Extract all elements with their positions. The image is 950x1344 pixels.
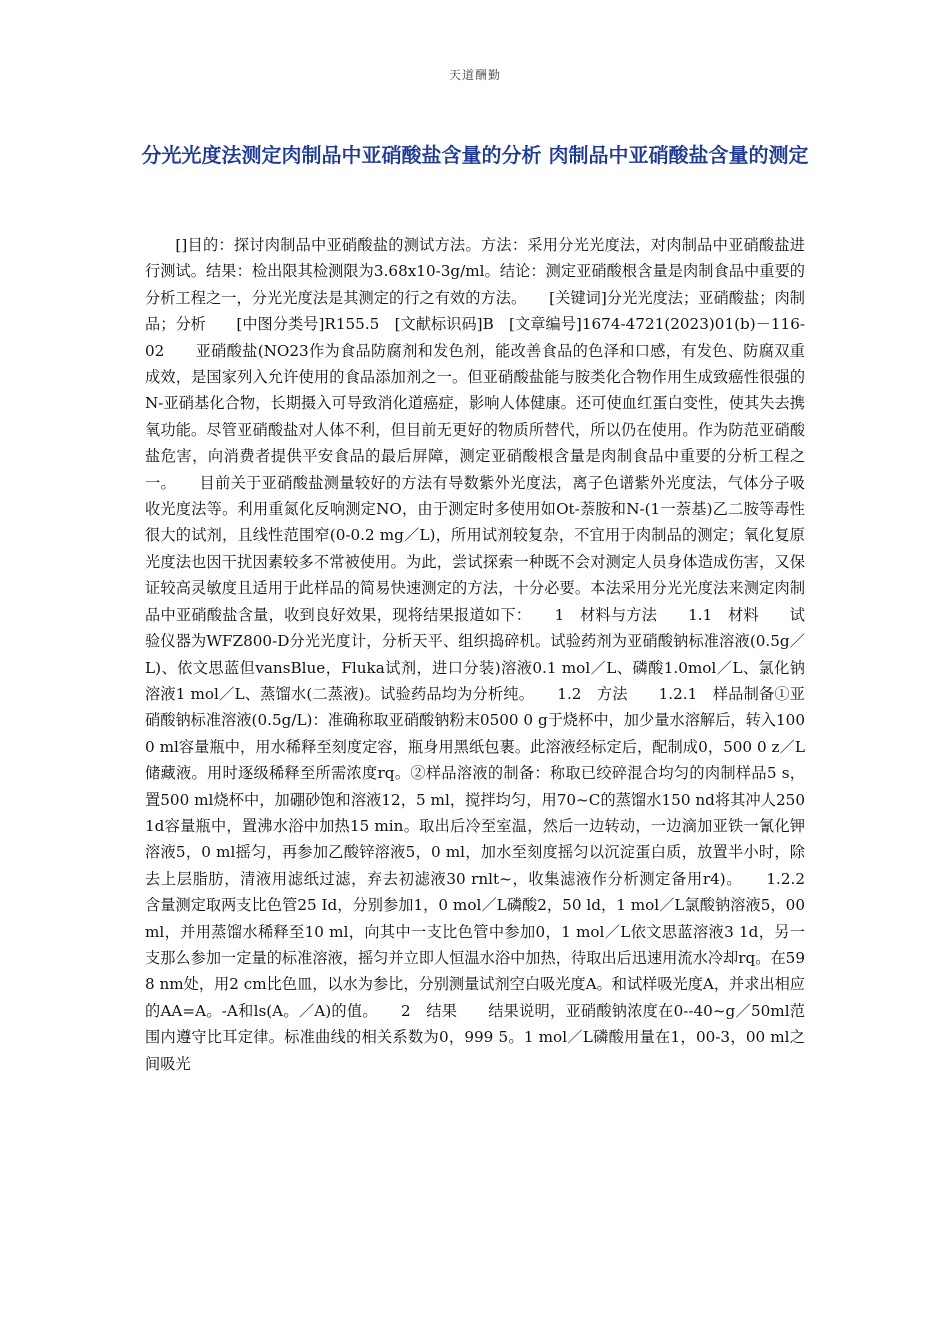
document-title: 分光光度法测定肉制品中亚硝酸盐含量的分析 肉制品中亚硝酸盐含量的测定 (141, 143, 809, 167)
document-body (145, 232, 821, 1077)
body-paragraph: []目的：探讨肉制品中亚硝酸盐的测试方法。方法：采用分光光度法，对肉制品中亚硝酸盐进行测试。结果：检出限其检测限为3.68x10-3g/ml。结论：测定亚硝酸根含量是肉制食品中重要的分析工程之一，分光光度法是其测定的行之有效的方法。 [关键词]分光光度法；亚硝酸盐；肉制品；分析 [中图分类号]R155.5 [文献标识码]B [文章编号]1674-4721(2023)01(b)－116-02 亚硝酸盐(NO23作为食品防腐剂和发色剂，能改善食品的色泽和口感，有发色、防腐双重成效，是国家列入允许使用的食品添加剂之一。但亚硝酸盐能与胺类化合物作用生成致癌性很强的N-亚硝基化合物，长期摄入可导致消化道癌症，影响人体健康。还可使血红蛋白变性，使其失去携氧功能。尽管亚硝酸盐对人体不利，但目前无更好的物质所替代，所以仍在使用。作为防范亚硝酸盐危害，向消费者提供平安食品的最后屏障，测定亚硝酸根含量是肉制食品中重要的分析工程之一。 目前关于亚硝酸盐测量较好的方法有导数紫外光度法，离子色谱紫外光度法，气体分子吸收光度法等。利用重氮化反响测定NO，由于测定时多使用如Ot-萘胺和N-(1一萘基)乙二胺等毒性很大的试剂，且线性范围窄(0-0.2 mg／L)，所用试剂较复杂，不宜用于肉制品的测定；氧化复原光度法也因干扰因素较多不常被使用。为此，尝试探索一种既不会对测定人员身体造成伤害，又保证较高灵敏度且适用于此样品的简易快速测定的方法，十分必要。本法采用分光光度法来测定肉制品中亚硝酸盐含量，收到良好效果，现将结果报道如下： 1 材料与方法 1.1 材料 试验仪器为WFZ800-D分光光度计，分析天平、组织捣碎机。试验药剂为亚硝酸钠标准溶液(0.5g／L)、依文思蓝但vansBlue，Fluka试剂，进口分装)溶液0.1 mol／L、磷酸1.0mol／L、氯化钠溶液1 mol／L、蒸馏水(二蒸液)。试验药品均为分析纯。 1.2 方法 1.2.1 样品制备①亚硝酸钠标准溶液(0.5g/L)：准确称取亚硝酸钠粉末0500 0 g于烧杯中，加少量水溶解后，转入1000 ml容量瓶中，用水稀释至刻度定容，瓶身用黑纸包裹。此溶液经标定后，配制成0，500 0 z／L储藏液。用时逐级稀释至所需浓度rq。②样品溶液的制备：称取已绞碎混合均匀的肉制样品5 s，置500 ml烧杯中，加硼砂饱和溶液12，5 ml，搅拌均匀，用70~C的蒸馏水150 nd将其冲人250 1d容量瓶中，置沸水浴中加热15 min。取出后冷至室温，然后一边转动，一边滴加亚铁一氰化钾溶液5，0 ml摇匀，再参加乙酸锌溶液5，0 ml，加水至刻度摇匀以沉淀蛋白质，放置半小时，除去上层脂肪，清液用滤纸过滤，弃去初滤液30 rnlt~，收集滤液作分析测定备用r4)。 1.2.2 含量测定取两支比色管25 Id，分别参加1，0 mol／L磷酸2，50 ld，1 mol／L氯酸钠溶液5，00 ml，并用蒸馏水稀释至10 ml，向其中一支比色管中参加0，1 mol／L依文思蓝溶液3 1d，另一支那么参加一定量的标准溶液，摇匀并立即人恒温水浴中加热，待取出后迅速用流水冷却rq。在598 nm处，用2 cm比色皿，以水为参比，分别测量试剂空白吸光度A。和试样吸光度A，并求出相应的AA=A。-A和ls(A。／A)的值。 2 结果 结果说明，亚硝酸钠浓度在0--40~g／50ml范围内遵守比耳定律。标准曲线的相关系数为0，999 5。1 mol／L磷酸用量在1，00-3，00 ml之间吸光 (145, 236, 821, 1073)
page-header: 天道酬勤 (448, 68, 501, 82)
